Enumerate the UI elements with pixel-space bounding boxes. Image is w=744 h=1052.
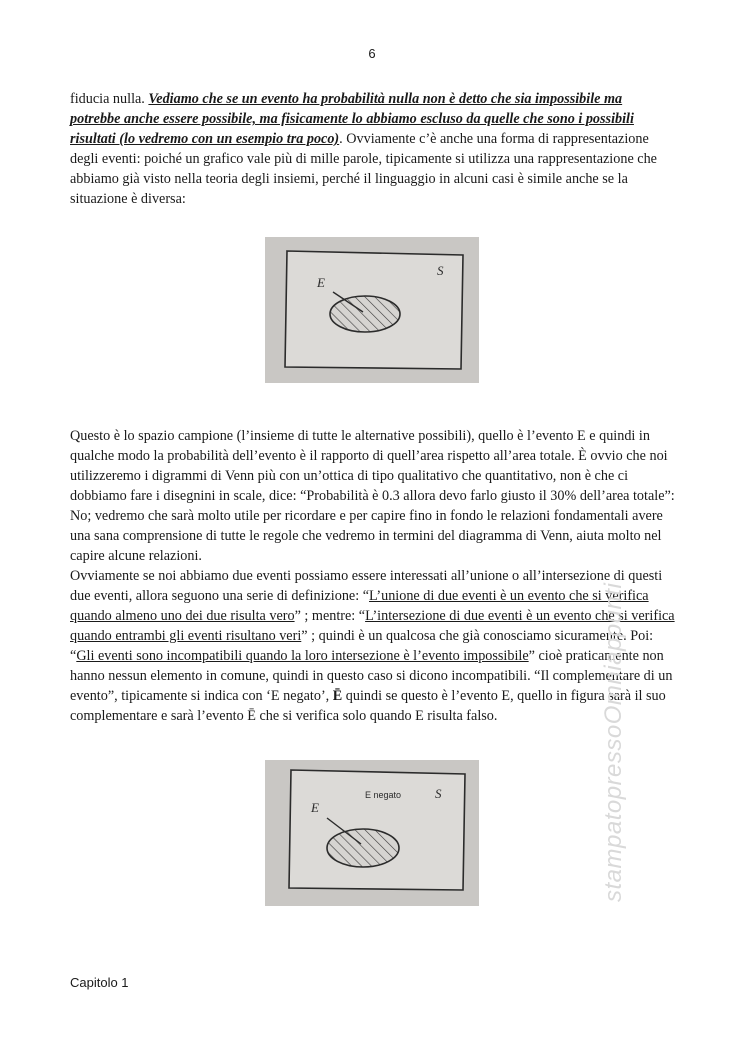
page-number: 6 xyxy=(368,46,376,61)
event-label: E xyxy=(311,800,319,815)
text-segment: ” cioè praticamente non hanno nessun elemento in comune, quindi in questo caso si dicono incompatibili. “Il complementare di un evento”, tipicamente si indica con ‘E negato’, xyxy=(70,648,673,704)
definition-intersection: L’intersezione di due eventi è un evento che si verifica quando entrambi gli eventi risultano veri xyxy=(70,608,675,644)
paragraph-intro xyxy=(70,89,676,209)
complement-symbol: Ē xyxy=(332,688,343,704)
complement-label: E negato xyxy=(365,790,402,800)
watermark: stampatopressoOmniappunti xyxy=(600,582,627,902)
sample-space-label: S xyxy=(435,786,442,801)
venn-diagram-complement xyxy=(265,760,479,906)
text-segment: fiducia nulla. xyxy=(70,91,149,107)
sample-space-label: S xyxy=(437,263,444,278)
event-label: E xyxy=(317,275,325,290)
text-segment: quindi se questo è l’evento E, quello in figura sarà il suo complementare e sarà l’evento Ē che si verifica solo quando E risulta falso. xyxy=(70,688,666,724)
definition-union: L’unione di due eventi è un evento che si verifica quando almeno uno dei due risulta vero xyxy=(70,588,649,624)
paragraph-explanation xyxy=(70,426,676,726)
venn-diagram-event xyxy=(265,237,479,383)
text-segment: Ovviamente se noi abbiamo due eventi possiamo essere interessati all’unione o all’intersezione di questi due eventi, allora seguono una serie di definizione: “ xyxy=(70,568,663,604)
text-segment: . Ovviamente c’è anche una forma di rappresentazione degli eventi: poiché un grafico vale più di mille parole, tipicamente si utilizza una rappresentazione che abbiamo già visto nella teoria degli insiemi, perché il linguaggio in alcuni casi è simile anche se la situazione è diversa: xyxy=(70,131,657,207)
definition-incompatible: Gli eventi sono incompatibili quando la loro intersezione è l’evento impossibile xyxy=(76,648,529,664)
text-segment: Questo è lo spazio campione (l’insieme di tutte le alternative possibili), quello è l’evento E e quindi in qualche modo la probabilità dell’evento è il rapporto di quell’area rispetto all’area totale. È ovvio che noi utilizzeremo i digrammi di Venn più con un’ottica di tipo qualitativo che quantitativo, non è che ci dobbiamo fare i disegnini in scale, dice: “Probabilità è 0.3 allora devo farlo giusto il 30% dell’area totale”: No; vedremo che sarà molto utile per ricordare e per capire fino in fondo le relazioni fondamentali avere una sana comprensione di tutte le regole che vedremo in termini del diagramma di Venn, aiuta molto nel capire alcune relazioni. xyxy=(70,428,675,564)
text-segment: ” ; mentre: “ xyxy=(294,608,366,624)
event-ellipse xyxy=(330,296,400,332)
footer-chapter: Capitolo 1 xyxy=(70,975,129,990)
text-segment: ” ; quindi è un qualcosa che già conosciamo sicuramente. Poi: “ xyxy=(70,628,654,664)
event-ellipse xyxy=(327,829,399,867)
emphasized-statement: Vediamo che se un evento ha probabilità nulla non è detto che sia impossibile ma potrebbe anche essere possibile, ma fisicamente lo abbiamo escluso da quelle che sono i possibili risultati (lo vedremo con un esempio tra poco) xyxy=(70,91,634,147)
